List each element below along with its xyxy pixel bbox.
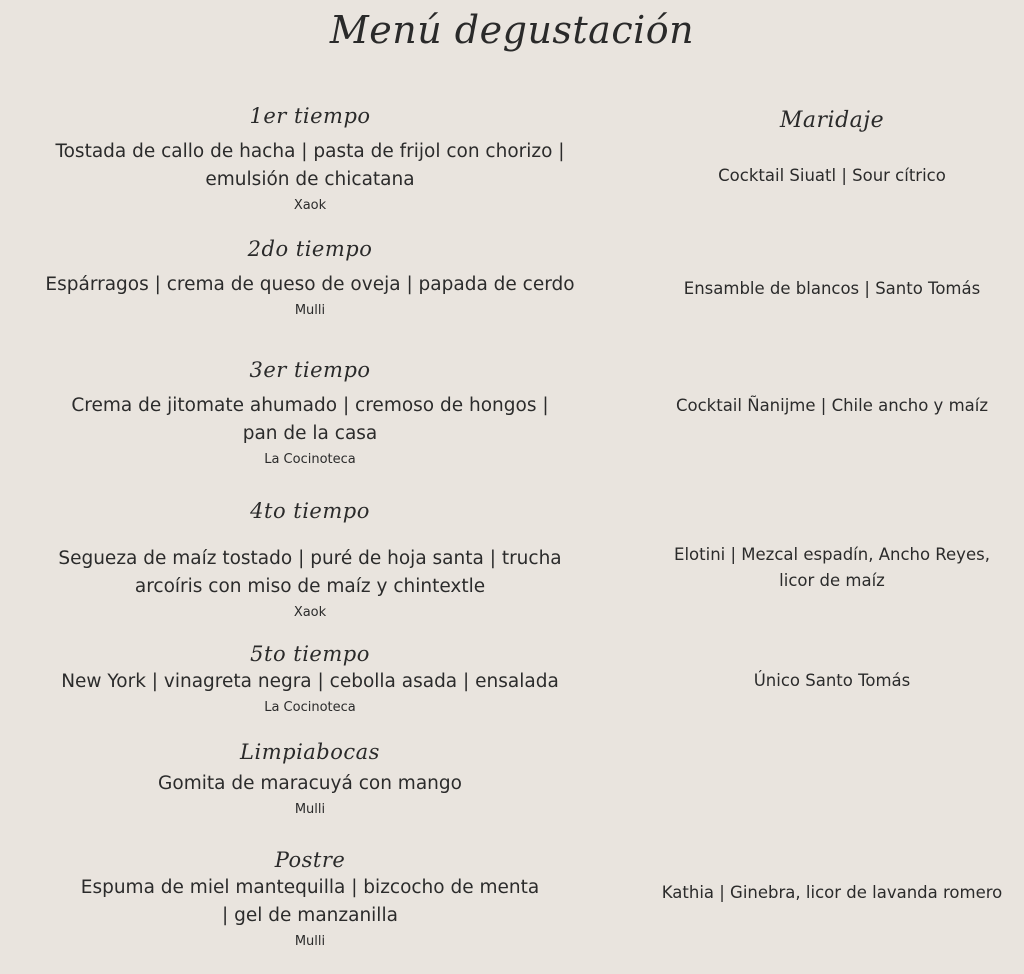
dish-line: emulsión de chicatana	[205, 169, 415, 190]
pairing-1	[632, 163, 1024, 189]
menu-title: Menú degustación	[329, 8, 695, 52]
chef-name: Mulli	[294, 802, 326, 817]
dish-line: Espárragos | crema de queso de oveja | papada de cerdo	[45, 274, 575, 295]
pairing-line: licor de maíz	[779, 571, 885, 590]
course-heading: 1er tiempo	[249, 104, 371, 128]
dish-line: | gel de manzanilla	[222, 905, 398, 926]
pairing-line: Ensamble de blancos | Santo Tomás	[683, 279, 981, 298]
course-heading: Postre	[274, 848, 346, 872]
dish-line: Segueza de maíz tostado | puré de hoja santa | trucha	[58, 548, 562, 569]
chef-name: Xaok	[293, 198, 327, 213]
course-dessert	[0, 846, 620, 952]
pairing-line: Elotini | Mezcal espadín, Ancho Reyes,	[674, 545, 990, 564]
pairing-2	[632, 276, 1024, 302]
chef-name: Xaok	[293, 605, 327, 620]
course-heading: 2do tiempo	[247, 237, 373, 261]
pairing-4	[632, 542, 1024, 594]
dish-line: Crema de jitomate ahumado | cremoso de hongos |	[71, 395, 549, 416]
course-heading: Limpiabocas	[240, 740, 380, 764]
course-heading: 3er tiempo	[249, 358, 371, 382]
chef-name: La Cocinoteca	[264, 452, 356, 467]
pairing-line: Kathia | Ginebra, licor de lavanda romero	[661, 883, 1003, 902]
course-5	[0, 640, 620, 718]
pairing-heading: Maridaje	[779, 108, 885, 133]
chef-name: La Cocinoteca	[264, 700, 356, 715]
pairing-line: Único Santo Tomás	[753, 671, 911, 690]
pairing-line: Cocktail Ñanijme | Chile ancho y maíz	[675, 396, 988, 415]
dish-line: New York | vinagreta negra | cebolla asada | ensalada	[61, 671, 559, 692]
dish-line: Tostada de callo de hacha | pasta de frijol con chorizo |	[55, 141, 565, 162]
pairing-3	[632, 393, 1024, 419]
course-1	[0, 102, 620, 216]
course-3	[0, 356, 620, 470]
dish-line: Espuma de miel mantequilla | bizcocho de menta	[80, 877, 540, 898]
dish-line: Gomita de maracuyá con mango	[158, 773, 462, 794]
pairing-5	[632, 668, 1024, 694]
chef-name: Mulli	[294, 303, 326, 318]
course-palate-cleanser	[0, 738, 620, 820]
course-heading: 4to tiempo	[250, 499, 370, 523]
dish-line: pan de la casa	[242, 423, 378, 444]
chef-name: Mulli	[294, 934, 326, 949]
course-heading: 5to tiempo	[250, 642, 370, 666]
dish-line: arcoíris con miso de maíz y chintextle	[134, 576, 486, 597]
course-4	[0, 497, 620, 623]
pairing-line: Cocktail Siuatl | Sour cítrico	[718, 166, 946, 185]
pairing-dessert	[632, 880, 1024, 906]
course-2	[0, 235, 620, 321]
